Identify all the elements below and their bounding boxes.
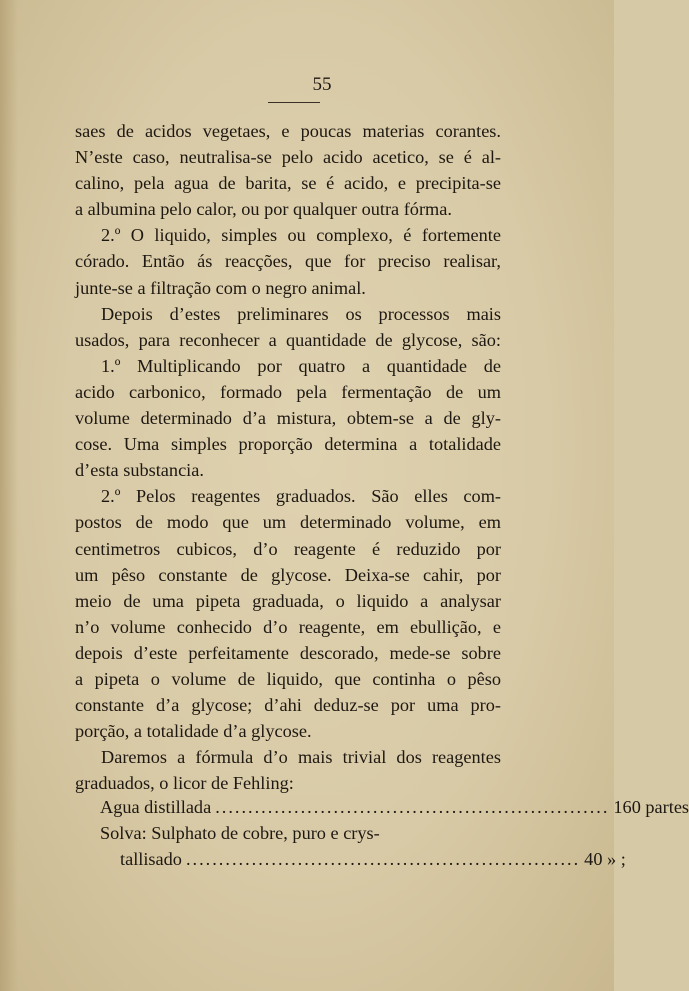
text-line: centimetros cubicos, d’o reagente é reduzido por bbox=[75, 538, 501, 559]
text-line: d’esta substancia. bbox=[75, 460, 204, 481]
text-line: acido carbonico, formado pela fermentação de um bbox=[75, 381, 501, 402]
text-line: calino, pela agua de barita, se é acido, e precipita-se bbox=[75, 173, 501, 194]
recipe-ingredient: Solva: Sulphato de cobre, puro e crys- bbox=[100, 823, 380, 844]
recipe-list bbox=[100, 794, 689, 872]
text-line: junte-se a filtração com o negro animal. bbox=[75, 277, 366, 298]
text-line: meio de uma pipeta graduada, o liquido a analysar bbox=[75, 590, 501, 611]
recipe-quantity: 40 » ; bbox=[584, 849, 626, 870]
recipe-quantity: 160 partes bbox=[613, 797, 689, 817]
text-line: graduados, o licor de Fehling: bbox=[75, 773, 294, 794]
text-line: constante d’a glycose; d’ahi deduz-se por uma pro- bbox=[75, 695, 501, 716]
text-line: N’este caso, neutralisa-se pelo acido acetico, se é al- bbox=[75, 147, 501, 168]
text-line: usados, para reconhecer a quantidade de glycose, são: bbox=[75, 329, 501, 350]
recipe-ingredient: tallisado bbox=[120, 849, 182, 870]
text-line: a albumina pelo calor, ou por qualquer outra fórma. bbox=[75, 199, 452, 220]
text-line: Depois d’estes preliminares os processos mais bbox=[101, 303, 501, 324]
text-line: Daremos a fórmula d’o mais trivial dos reagentes bbox=[101, 747, 501, 768]
page-edge-shadow bbox=[0, 0, 18, 991]
dot-leader: ............................................................ bbox=[215, 797, 610, 817]
page-number: 55 bbox=[312, 74, 332, 95]
dot-leader: ............................................................ bbox=[185, 849, 581, 870]
text-line: postos de modo que um determinado volume, em bbox=[75, 512, 501, 533]
text-line: n’o volume conhecido d’o reagente, em ebullição, e bbox=[75, 616, 501, 637]
text-line: a pipeta o volume de liquido, que continha o pêso bbox=[75, 668, 501, 689]
text-line: saes de acidos vegetaes, e poucas materias corantes. bbox=[75, 121, 501, 141]
page-number-rule bbox=[268, 102, 320, 103]
text-line: 1.º Multiplicando por quatro a quantidade de bbox=[101, 355, 501, 376]
text-line: 2.º O liquido, simples ou complexo, é fortemente bbox=[101, 225, 501, 246]
text-line: volume determinado d’a mistura, obtem-se a de gly- bbox=[75, 408, 501, 429]
text-line: depois d’este perfeitamente descorado, mede-se sobre bbox=[75, 642, 501, 663]
text-line: um pêso constante de glycose. Deixa-se cahir, por bbox=[75, 564, 501, 585]
text-line: porção, a totalidade d’a glycose. bbox=[75, 721, 312, 742]
recipe-ingredient: Agua distillada bbox=[100, 797, 212, 817]
text-line: 2.º Pelos reagentes graduados. São elles com- bbox=[101, 486, 501, 507]
text-line: cose. Uma simples proporção determina a totalidade bbox=[75, 434, 501, 455]
text-line: córado. Então ás reacções, que for preciso realisar, bbox=[75, 251, 501, 272]
recipe-row bbox=[100, 846, 626, 872]
recipe-row bbox=[100, 820, 500, 846]
body-text bbox=[75, 118, 501, 796]
recipe-row bbox=[100, 794, 689, 820]
